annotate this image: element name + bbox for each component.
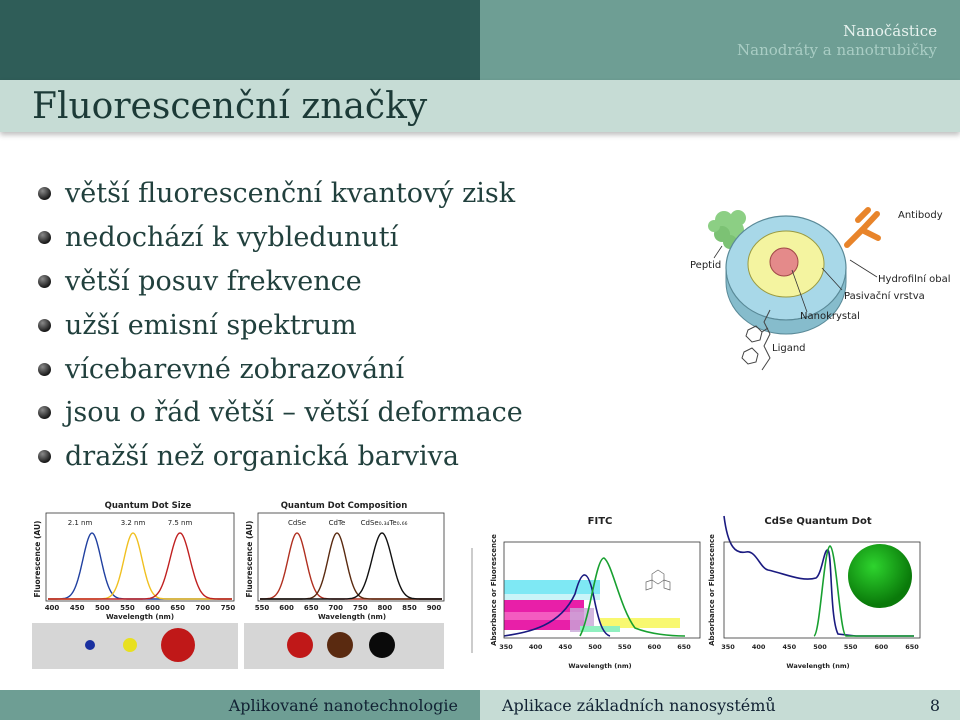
ligand-label: Ligand [772, 343, 806, 354]
fitc-title: FITC [587, 516, 613, 527]
bullet-list [38, 172, 523, 479]
band-cyan [504, 580, 600, 594]
peptid-label: Peptid [690, 260, 722, 271]
footer-bar [0, 690, 960, 720]
cdte-dot [327, 632, 353, 658]
antibody-label: Antibody [898, 210, 943, 221]
tick-label: 750 [352, 604, 368, 612]
panel-a-tick-labels [45, 604, 236, 612]
peak-label: CdTe [328, 519, 346, 527]
tick-label: 600 [874, 643, 889, 651]
fitc-molecule-icon [646, 570, 670, 590]
panel-a-title: Quantum Dot Size [104, 501, 192, 511]
header-left-block [0, 0, 480, 80]
tick-label: 500 [94, 604, 110, 612]
panel-b-xlabel: Wavelength (nm) [317, 613, 387, 621]
tick-label: 350 [721, 643, 735, 651]
tick-label: 600 [279, 604, 294, 612]
panel-b-figure [242, 495, 447, 671]
tick-label: 400 [751, 643, 766, 651]
tick-label: 400 [44, 604, 60, 612]
bullet-item [38, 303, 523, 347]
peak-label: CdSe₀.₃₄Te₀.₆₆ [360, 519, 408, 527]
bullet-icon [38, 406, 51, 419]
fitc-chart [470, 508, 706, 674]
footer-right[interactable] [480, 690, 960, 720]
tick-label: 500 [588, 643, 602, 651]
panel-b-title: Quantum Dot Composition [280, 501, 408, 511]
bullet-item [38, 391, 523, 435]
tick-label: 650 [303, 604, 319, 612]
panel-b-tick-labels [255, 604, 442, 612]
alloy-dot [369, 632, 395, 658]
section-title[interactable]: Nanočástice [843, 22, 937, 40]
tick-label: 900 [426, 604, 442, 612]
bullet-text: jsou o řád větší – větší deformace [65, 397, 523, 429]
pasivacni-label: Pasivační vrstva [844, 291, 925, 302]
small-dot [85, 640, 95, 650]
cdse-title: CdSe Quantum Dot [764, 516, 872, 527]
panel-a-xlabel: Wavelength (nm) [105, 613, 175, 621]
bullet-icon [38, 363, 51, 376]
title-bar [0, 80, 960, 132]
tick-label: 650 [905, 643, 919, 651]
medium-dot [123, 638, 137, 652]
bullet-item [38, 172, 523, 216]
tick-label: 600 [647, 643, 662, 651]
cdse-xlabel: Wavelength (nm) [786, 662, 850, 670]
peak-label: 2.1 nm [67, 519, 93, 527]
panel-a-ylabel: Fluorescence (AU) [33, 520, 42, 598]
band-green [580, 626, 620, 632]
tick-label: 550 [617, 643, 632, 651]
bullet-text: vícebarevné zobrazování [65, 353, 405, 385]
bullet-item [38, 435, 523, 479]
antibody-shape [847, 210, 878, 245]
bullet-text: užší emisní spektrum [65, 309, 357, 341]
nanocrystal-core [770, 248, 798, 276]
bullet-item [38, 216, 523, 260]
tick-label: 650 [677, 643, 691, 651]
bullet-icon [38, 319, 51, 332]
tick-label: 800 [377, 604, 393, 612]
tick-label: 850 [402, 604, 417, 612]
cdse-tick-labels [721, 643, 919, 651]
cdse-ylabel: Absorbance or Fluorescence [708, 534, 716, 646]
panel-a-peak-labels [68, 519, 193, 527]
panel-a-figure [30, 495, 240, 671]
tick-label: 550 [843, 643, 858, 651]
bullet-icon [38, 231, 51, 244]
peak-label: 3.2 nm [120, 519, 146, 527]
peak-label: 7.5 nm [167, 519, 193, 527]
tick-label: 600 [145, 604, 160, 612]
bullet-text: větší posuv frekvence [65, 265, 362, 297]
tick-label: 450 [69, 604, 85, 612]
bullet-text: větší fluorescenční kvantový zisk [65, 178, 516, 210]
bullet-icon [38, 187, 51, 200]
panel-b-ylabel: Fluorescence (AU) [245, 520, 254, 598]
tick-label: 400 [528, 643, 543, 651]
fitc-xlabel: Wavelength (nm) [568, 662, 632, 670]
bullet-text: dražší než organická barviva [65, 441, 460, 473]
tick-label: 550 [120, 604, 135, 612]
tick-label: 550 [254, 604, 270, 612]
subsection-title[interactable]: Nanodráty a nanotrubičky [737, 41, 937, 59]
tick-label: 450 [558, 643, 573, 651]
cdse-chart [706, 508, 928, 674]
header-bar [0, 0, 960, 80]
quantum-dot-diagram [682, 200, 954, 378]
footer-section[interactable]: Aplikace základních nanosystémů [502, 695, 776, 715]
band-light-cyan [504, 594, 600, 600]
bullet-icon [38, 450, 51, 463]
fitc-tick-labels [499, 643, 691, 651]
green-quantum-dot [848, 544, 912, 608]
tick-label: 500 [813, 643, 827, 651]
footer-left[interactable]: Aplikované nanotechnologie [0, 690, 480, 720]
panel-b-plot-area [258, 513, 444, 601]
tick-label: 650 [170, 604, 186, 612]
header-right-block [480, 0, 960, 80]
tick-label: 350 [499, 643, 513, 651]
fitc-ylabel: Absorbance or Fluorescence [490, 534, 498, 646]
tick-label: 700 [195, 604, 211, 612]
page-number: 8 [929, 695, 940, 715]
tick-label: 750 [220, 604, 236, 612]
nanokrystal-label: Nanokrystal [800, 311, 860, 322]
bullet-icon [38, 275, 51, 288]
slide-title: Fluorescenční značky [32, 86, 428, 127]
tick-label: 450 [782, 643, 797, 651]
peak-label: CdSe [287, 519, 307, 527]
bullet-item [38, 260, 523, 304]
tick-label: 700 [328, 604, 344, 612]
bullet-text: nedochází k vybledunutí [65, 222, 399, 254]
bullet-item [38, 347, 523, 391]
hydrofilni-label: Hydrofilní obal [878, 274, 951, 285]
large-dot [161, 628, 195, 662]
cdse-dot [287, 632, 313, 658]
